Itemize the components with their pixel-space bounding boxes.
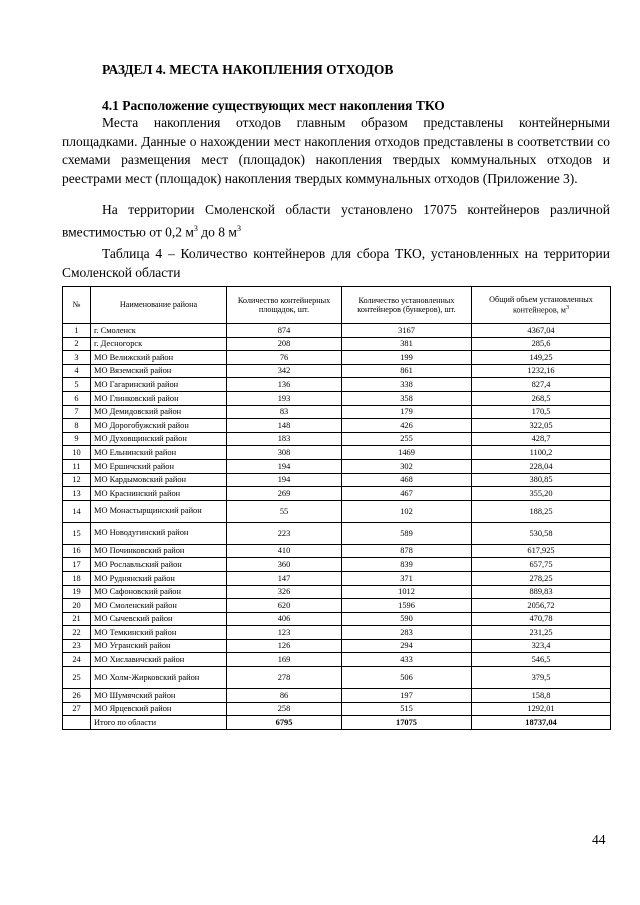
row-sites-cell: 193 [227, 391, 342, 405]
row-sites-cell: 620 [227, 599, 342, 613]
row-name-cell: МО Ершичский район [91, 459, 227, 473]
row-containers-cell: 283 [342, 626, 472, 640]
row-volume-cell: 149,25 [472, 351, 611, 365]
row-name-cell: МО Темкинский район [91, 626, 227, 640]
row-containers-cell: 861 [342, 364, 472, 378]
table-row [63, 689, 611, 703]
total-num-cell [63, 716, 91, 730]
row-volume-cell: 268,5 [472, 391, 611, 405]
row-name-cell: г. Десногорск [91, 337, 227, 351]
table-row [63, 558, 611, 572]
row-name-cell: МО Монастырщинский район [91, 500, 227, 522]
row-sites-cell: 410 [227, 544, 342, 558]
row-volume-cell: 170,5 [472, 405, 611, 419]
table-total-row [63, 716, 611, 730]
row-sites-cell: 76 [227, 351, 342, 365]
table-row [63, 446, 611, 460]
row-name-cell: МО Дорогобужский район [91, 419, 227, 433]
row-volume-cell: 380,85 [472, 473, 611, 487]
row-num-cell: 4 [63, 364, 91, 378]
row-volume-cell: 1100,2 [472, 446, 611, 460]
row-containers-cell: 197 [342, 689, 472, 703]
row-num-cell: 2 [63, 337, 91, 351]
total-containers-cell: 17075 [342, 716, 472, 730]
table-caption: Таблица 4 – Количество контейнеров для сбора ТКО, установленных на территории Смоленской области [62, 246, 610, 280]
row-volume-cell: 379,5 [472, 667, 611, 689]
row-volume-cell: 530,58 [472, 522, 611, 544]
row-num-cell: 6 [63, 391, 91, 405]
row-sites-cell: 169 [227, 653, 342, 667]
row-num-cell: 10 [63, 446, 91, 460]
header-name: Наименование района [91, 287, 227, 324]
row-volume-cell: 2056,72 [472, 599, 611, 613]
row-volume-cell: 228,04 [472, 459, 611, 473]
table-row [63, 667, 611, 689]
row-containers-cell: 358 [342, 391, 472, 405]
row-volume-cell: 827,4 [472, 378, 611, 392]
row-name-cell: МО Рославльский район [91, 558, 227, 572]
row-num-cell: 18 [63, 571, 91, 585]
row-num-cell: 14 [63, 500, 91, 522]
table-row [63, 473, 611, 487]
row-volume-cell: 546,5 [472, 653, 611, 667]
row-sites-cell: 278 [227, 667, 342, 689]
row-volume-cell: 323,4 [472, 639, 611, 653]
row-containers-cell: 1012 [342, 585, 472, 599]
row-containers-cell: 590 [342, 612, 472, 626]
row-name-cell: МО Кардымовский район [91, 473, 227, 487]
row-num-cell: 26 [63, 689, 91, 703]
row-name-cell: МО Краснинский район [91, 487, 227, 501]
total-label-cell: Итого по области [91, 716, 227, 730]
row-sites-cell: 83 [227, 405, 342, 419]
row-name-cell: МО Духовщинский район [91, 432, 227, 446]
row-num-cell: 20 [63, 599, 91, 613]
row-sites-cell: 136 [227, 378, 342, 392]
table-row [63, 626, 611, 640]
row-containers-cell: 468 [342, 473, 472, 487]
total-volume-cell: 18737,04 [472, 716, 611, 730]
row-containers-cell: 199 [342, 351, 472, 365]
table-row [63, 500, 611, 522]
row-name-cell: г. Смоленск [91, 324, 227, 338]
row-sites-cell: 194 [227, 459, 342, 473]
row-sites-cell: 86 [227, 689, 342, 703]
row-containers-cell: 338 [342, 378, 472, 392]
total-sites-cell: 6795 [227, 716, 342, 730]
row-num-cell: 11 [63, 459, 91, 473]
table-row [63, 585, 611, 599]
row-name-cell: МО Новодугинский район [91, 522, 227, 544]
table-row [63, 351, 611, 365]
header-sites: Количество контейнерных площадок, шт. [227, 287, 342, 324]
row-containers-cell: 302 [342, 459, 472, 473]
paragraph-2-text-a: На территории Смоленской области установлено 17075 контейнеров различной вместимостью от 0,2 м [62, 202, 610, 240]
row-containers-cell: 515 [342, 702, 472, 716]
row-containers-cell: 102 [342, 500, 472, 522]
row-volume-cell: 355,20 [472, 487, 611, 501]
table-row [63, 378, 611, 392]
table-row [63, 702, 611, 716]
row-num-cell: 16 [63, 544, 91, 558]
table-row [63, 432, 611, 446]
row-containers-cell: 506 [342, 667, 472, 689]
row-num-cell: 23 [63, 639, 91, 653]
row-sites-cell: 208 [227, 337, 342, 351]
row-volume-cell: 1232,16 [472, 364, 611, 378]
table-row [63, 337, 611, 351]
page-number: 44 [592, 832, 606, 847]
table-row [63, 459, 611, 473]
row-sites-cell: 55 [227, 500, 342, 522]
table-row [63, 612, 611, 626]
row-name-cell: МО Ельнинский район [91, 446, 227, 460]
row-volume-cell: 428,7 [472, 432, 611, 446]
row-name-cell: МО Хиславичский район [91, 653, 227, 667]
row-volume-cell: 278,25 [472, 571, 611, 585]
paragraph-2 [62, 201, 610, 242]
row-num-cell: 3 [63, 351, 91, 365]
row-containers-cell: 1596 [342, 599, 472, 613]
row-num-cell: 13 [63, 487, 91, 501]
row-name-cell: МО Сафоновский район [91, 585, 227, 599]
row-name-cell: МО Велижский район [91, 351, 227, 365]
row-num-cell: 7 [63, 405, 91, 419]
row-name-cell: МО Демидовский район [91, 405, 227, 419]
row-containers-cell: 426 [342, 419, 472, 433]
table-row [63, 639, 611, 653]
row-sites-cell: 148 [227, 419, 342, 433]
row-num-cell: 22 [63, 626, 91, 640]
row-num-cell: 8 [63, 419, 91, 433]
row-name-cell: МО Руднянский район [91, 571, 227, 585]
table-row [63, 419, 611, 433]
table-row [63, 544, 611, 558]
table-row [63, 487, 611, 501]
containers-table [62, 286, 611, 730]
table-header-row [63, 287, 611, 324]
row-sites-cell: 123 [227, 626, 342, 640]
subsection-title: 4.1 Расположение существующих мест накопления ТКО [102, 98, 445, 113]
row-name-cell: МО Шумячский район [91, 689, 227, 703]
row-sites-cell: 147 [227, 571, 342, 585]
row-num-cell: 17 [63, 558, 91, 572]
row-volume-cell: 617,925 [472, 544, 611, 558]
row-num-cell: 21 [63, 612, 91, 626]
row-name-cell: МО Холм-Жирковский район [91, 667, 227, 689]
header-volume-sup: 3 [565, 305, 569, 312]
row-sites-cell: 342 [227, 364, 342, 378]
row-volume-cell: 4367,04 [472, 324, 611, 338]
row-num-cell: 19 [63, 585, 91, 599]
row-sites-cell: 269 [227, 487, 342, 501]
row-volume-cell: 889,83 [472, 585, 611, 599]
row-volume-cell: 188,25 [472, 500, 611, 522]
row-containers-cell: 381 [342, 337, 472, 351]
section-title: РАЗДЕЛ 4. МЕСТА НАКОПЛЕНИЯ ОТХОДОВ [102, 62, 394, 77]
row-volume-cell: 158,8 [472, 689, 611, 703]
row-containers-cell: 467 [342, 487, 472, 501]
row-name-cell: МО Гагаринский район [91, 378, 227, 392]
row-volume-cell: 657,75 [472, 558, 611, 572]
row-containers-cell: 294 [342, 639, 472, 653]
paragraph-2-sup-a: 3 [193, 223, 198, 233]
header-volume-text: Общий объем установленных контейнеров, м [489, 294, 593, 315]
row-num-cell: 12 [63, 473, 91, 487]
row-name-cell: МО Сычевский район [91, 612, 227, 626]
row-sites-cell: 326 [227, 585, 342, 599]
row-name-cell: МО Вяземский район [91, 364, 227, 378]
row-sites-cell: 258 [227, 702, 342, 716]
row-containers-cell: 3167 [342, 324, 472, 338]
table-row [63, 653, 611, 667]
table-row [63, 324, 611, 338]
row-volume-cell: 285,6 [472, 337, 611, 351]
row-containers-cell: 179 [342, 405, 472, 419]
paragraph-2-text-b: до 8 м [197, 224, 237, 240]
row-sites-cell: 360 [227, 558, 342, 572]
row-num-cell: 9 [63, 432, 91, 446]
row-sites-cell: 194 [227, 473, 342, 487]
table-row [63, 364, 611, 378]
header-num: № [63, 287, 91, 324]
paragraph-2-sup-b: 3 [236, 223, 241, 233]
row-name-cell: МО Смоленский район [91, 599, 227, 613]
table-row [63, 391, 611, 405]
row-sites-cell: 308 [227, 446, 342, 460]
row-sites-cell: 223 [227, 522, 342, 544]
table-row [63, 405, 611, 419]
row-volume-cell: 322,05 [472, 419, 611, 433]
row-sites-cell: 874 [227, 324, 342, 338]
row-volume-cell: 470,78 [472, 612, 611, 626]
row-name-cell: МО Глинковский район [91, 391, 227, 405]
row-num-cell: 24 [63, 653, 91, 667]
row-containers-cell: 839 [342, 558, 472, 572]
row-num-cell: 25 [63, 667, 91, 689]
row-containers-cell: 589 [342, 522, 472, 544]
table-row [63, 522, 611, 544]
row-num-cell: 27 [63, 702, 91, 716]
header-containers: Количество установленных контейнеров (бункеров), шт. [342, 287, 472, 324]
row-containers-cell: 878 [342, 544, 472, 558]
row-sites-cell: 126 [227, 639, 342, 653]
row-containers-cell: 371 [342, 571, 472, 585]
table-row [63, 571, 611, 585]
row-num-cell: 5 [63, 378, 91, 392]
row-name-cell: МО Починковский район [91, 544, 227, 558]
row-volume-cell: 1292,01 [472, 702, 611, 716]
row-num-cell: 15 [63, 522, 91, 544]
row-volume-cell: 231,25 [472, 626, 611, 640]
row-containers-cell: 255 [342, 432, 472, 446]
table-row [63, 599, 611, 613]
row-containers-cell: 1469 [342, 446, 472, 460]
row-sites-cell: 183 [227, 432, 342, 446]
row-name-cell: МО Угранский район [91, 639, 227, 653]
row-sites-cell: 406 [227, 612, 342, 626]
header-volume [472, 287, 611, 324]
row-containers-cell: 433 [342, 653, 472, 667]
row-name-cell: МО Ярцевский район [91, 702, 227, 716]
row-num-cell: 1 [63, 324, 91, 338]
paragraph-1: Места накопления отходов главным образом представлены контейнерными площадками. Данные о нахождении мест накопления отходов представлены в соответствии со схемами размещения мест (площадок) накопления твердых коммунальных отходов и реестрами мест (площадок) накопления твердых коммунальных отходов (Приложение 3). [62, 115, 610, 186]
